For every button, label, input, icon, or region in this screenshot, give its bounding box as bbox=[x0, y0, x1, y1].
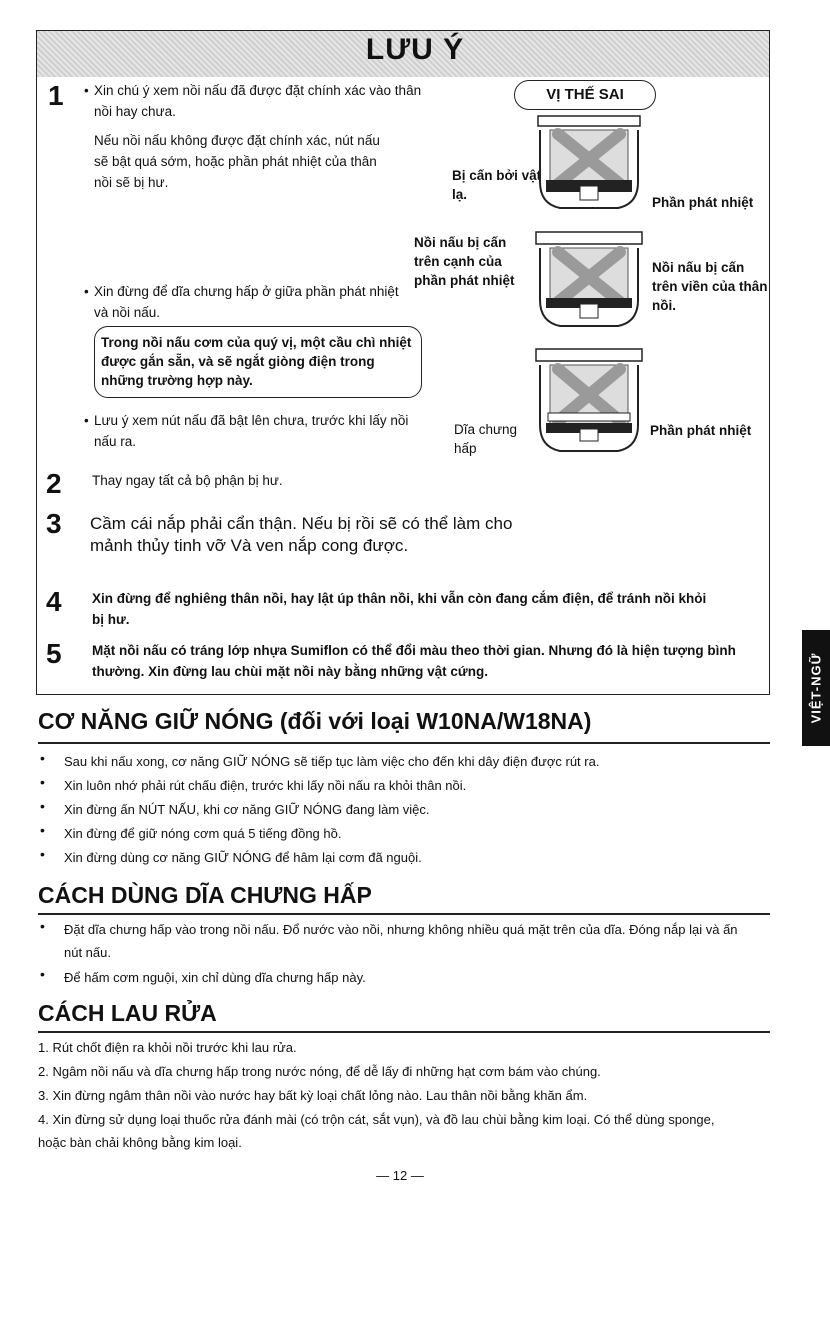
label-pot-blocked-rim: Nồi nấu bị cấn trên viền của thân nồi. bbox=[652, 260, 768, 313]
item1-paragraph: Nếu nồi nấu không được đặt chính xác, nút nấu sẽ bật quá sớm, hoặc phần phát nhiệt của thân nồi sẽ bị hư. bbox=[94, 133, 380, 190]
cleaning-item: 2. Ngâm nồi nấu và dĩa chưng hấp trong nước nóng, để dễ lấy đi những hạt cơm bám vào chúng. bbox=[38, 1064, 601, 1079]
keep-warm-item: Xin đừng ấn NÚT NẤU, khi cơ năng GIỮ NÓNG đang làm việc. bbox=[64, 802, 430, 817]
pot-illustration-steam-plate bbox=[530, 345, 648, 460]
cleaning-item: 1. Rút chốt điện ra khỏi nồi trước khi lau rửa. bbox=[38, 1040, 297, 1055]
label-pot-blocked-edge: Nồi nấu bị cấn trên cạnh của phần phát nhiệt bbox=[414, 235, 515, 288]
item1-bullet3: • Lưu ý xem nút nấu đã bật lên chưa, trước khi lấy nồi nấu ra. bbox=[94, 410, 414, 452]
item3-text: Cầm cái nắp phải cẩn thận. Nếu bị rồi sẽ có thể làm cho mảnh thủy tinh vỡ Và ven nắp cong được. bbox=[90, 514, 513, 555]
keep-warm-item: Xin đừng dùng cơ năng GIỮ NÓNG để hâm lại cơm đã nguội. bbox=[64, 850, 422, 865]
item-number-2: 2 bbox=[46, 468, 62, 499]
wrong-position-label: VỊ THẾ SAI bbox=[514, 80, 656, 110]
item4-text: Xin đừng để nghiêng thân nồi, hay lật úp thân nồi, khi vẫn còn đang cắm điện, để tránh nồi khỏi bị hư. bbox=[92, 591, 707, 627]
cleaning-rule bbox=[38, 1031, 770, 1033]
item-number-1: 1 bbox=[48, 80, 64, 111]
language-side-tab: VIỆT-NGỮ bbox=[802, 630, 830, 746]
item-number-4: 4 bbox=[46, 586, 62, 617]
item1-bullet2: • Xin đừng để dĩa chưng hấp ở giữa phần phát nhiệt và nồi nấu. bbox=[94, 281, 404, 323]
cleaning-item: 3. Xin đừng ngâm thân nồi vào nước hay bất kỳ loại chất lỏng nào. Lau thân nồi bằng khăn ẩm. bbox=[38, 1088, 588, 1103]
pot-illustration-foreign-object bbox=[530, 112, 648, 220]
item-number-3: 3 bbox=[46, 508, 62, 539]
keep-warm-title: CƠ NĂNG GIỮ NÓNG (đối với loại W10NA/W18NA) bbox=[38, 708, 592, 734]
page-number: — 12 — bbox=[376, 1168, 424, 1183]
label-steam-plate: Dĩa chưng hấp bbox=[454, 422, 518, 456]
keep-warm-item: Sau khi nấu xong, cơ năng GIỮ NÓNG sẽ tiếp tục làm việc cho đến khi dây điện được rút ra. bbox=[64, 754, 600, 769]
keep-warm-rule bbox=[38, 742, 770, 744]
warning-title: LƯU Ý bbox=[365, 33, 465, 66]
pot-illustration-blocked-edge bbox=[530, 228, 648, 336]
item1-bullet1: • Xin chú ý xem nồi nấu đã được đặt chính xác vào thân nồi hay chưa. bbox=[94, 80, 424, 122]
label-heating-part-1: Phần phát nhiệt bbox=[652, 195, 754, 210]
item5-text: Mặt nồi nấu có tráng lớp nhựa Sumiflon có thể đổi màu theo thời gian. Nhưng đó là hiện tượng bình thường. Xin đừng lau chùi mặt nồi này bằng những vật cứng. bbox=[92, 643, 736, 679]
label-blocked-foreign: Bị cấn bởi vật lạ. bbox=[452, 168, 542, 202]
item2-text: Thay ngay tất cả bộ phận bị hư. bbox=[92, 473, 283, 488]
item-number-5: 5 bbox=[46, 638, 62, 669]
cleaning-title: CÁCH LAU RỬA bbox=[38, 1000, 217, 1026]
steam-plate-title: CÁCH DÙNG DĨA CHƯNG HẤP bbox=[38, 882, 372, 908]
label-heating-part-3: Phần phát nhiệt bbox=[650, 423, 752, 438]
fuse-note-box bbox=[94, 326, 422, 398]
fuse-note-text: Trong nồi nấu cơm của quý vị, một cầu chì nhiệt được gắn sẵn, và sẽ ngắt giòng điện trong những trường hợp này. bbox=[101, 335, 412, 388]
steam-plate-item: Để hấm cơm nguội, xin chỉ dùng dĩa chưng hấp này. bbox=[64, 970, 366, 985]
steam-plate-item: Đặt dĩa chưng hấp vào trong nồi nấu. Đổ nước vào nồi, nhưng không nhiều quá mặt trên của dĩa. Đóng nắp lại và ấn nút nấu. bbox=[64, 922, 738, 960]
keep-warm-item: Xin luôn nhớ phải rút chấu điện, trước khi lấy nồi nấu ra khỏi thân nồi. bbox=[64, 778, 467, 793]
cleaning-item: 4. Xin đừng sử dụng loại thuốc rửa đánh mài (có trộn cát, sắt vụn), và đồ lau chùi bằng kim loại. Có thể dùng sponge, hoặc bàn chải không bằng kim loại. bbox=[38, 1112, 715, 1150]
keep-warm-item: Xin đừng để giữ nóng cơm quá 5 tiếng đồng hồ. bbox=[64, 826, 342, 841]
steam-plate-rule bbox=[38, 913, 770, 915]
